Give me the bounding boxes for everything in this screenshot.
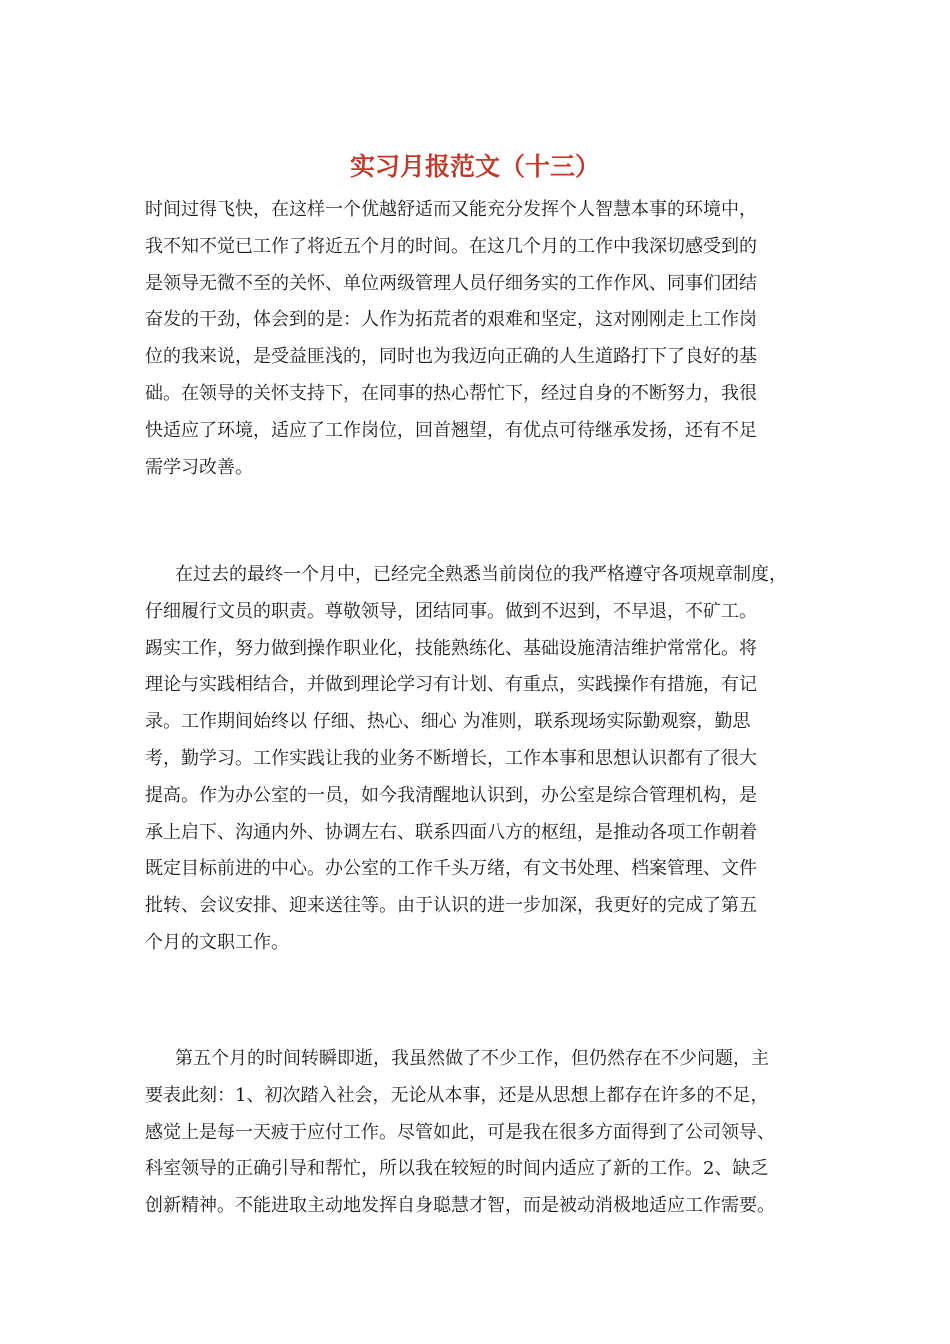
text-line: 是领导无微不至的关怀、单位两级管理人员仔细务实的工作作风、同事们团结 — [145, 272, 757, 294]
document-title: 实习月报范文（十三） — [349, 152, 600, 181]
text-line: 仔细履行文员的职责。尊敬领导，团结同事。做到不迟到，不早退，不矿工。 — [145, 600, 757, 622]
text-line: 感觉上是每一天疲于应付工作。尽管如此，可是我在很多方面得到了公司领导、 — [145, 1121, 775, 1143]
text-line: 时间过得飞快，在这样一个优越舒适而又能充分发挥个人智慧本事的环境中， — [145, 199, 757, 220]
text-line: 我不知不觉已工作了将近五个月的时间。在这几个月的工作中我深切感受到的 — [145, 235, 757, 257]
text-line: 承上启下、沟通内外、协调左右、联系四面八方的枢纽，是推动各项工作朝着 — [145, 821, 757, 843]
text-line: 既定目标前进的中心。办公室的工作千头万绪，有文书处理、档案管理、文件 — [145, 858, 757, 880]
text-line: 创新精神。不能进取主动地发挥自身聪慧才智，而是被动消极地适应工作需要。 — [145, 1195, 775, 1217]
text-line: 需学习改善。 — [145, 456, 253, 478]
paragraph-3 — [145, 1041, 825, 1225]
text-line: 位的我来说，是受益匪浅的，同时也为我迈向正确的人生道路打下了良好的基 — [145, 346, 757, 368]
text-line-first: 第五个月的时间转瞬即逝，我虽然做了不少工作，但仍然存在不少问题，主 — [175, 1048, 769, 1069]
paragraph-2 — [145, 557, 825, 962]
text-line: 科室领导的正确引导和帮忙，所以我在较短的时间内适应了新的工作。2、缺乏 — [145, 1158, 769, 1180]
paragraph-1 — [145, 192, 825, 486]
text-line: 批转、会议安排、迎来送往等。由于认识的进一步加深，我更好的完成了第五 — [145, 895, 757, 917]
text-line: 础。在领导的关怀支持下，在同事的热心帮忙下，经过自身的不断努力，我很 — [145, 382, 757, 404]
text-line-first: 在过去的最终一个月中，已经完全熟悉当前岗位的我严格遵守各项规章制度， — [175, 564, 787, 585]
text-line: 踢实工作，努力做到操作职业化，技能熟练化、基础设施清洁维护常常化。将 — [145, 637, 757, 659]
text-line: 要表此刻：1、初次踏入社会，无论从本事，还是从思想上都存在许多的不足， — [145, 1084, 769, 1106]
text-line: 录。工作期间始终以 仔细、热心、细心 为准则，联系现场实际勤观察，勤思 — [145, 711, 751, 733]
text-line: 提高。作为办公室的一员，如今我清醒地认识到，办公室是综合管理机构，是 — [145, 784, 757, 806]
text-line: 奋发的干劲，体会到的是：人作为拓荒者的艰难和坚定，这对刚刚走上工作岗 — [145, 309, 757, 331]
text-line: 理论与实践相结合，并做到理论学习有计划、有重点，实践操作有措施，有记 — [145, 674, 757, 696]
text-line: 个月的文职工作。 — [145, 931, 289, 953]
text-line: 考，勤学习。工作实践让我的业务不断增长，工作本事和思想认识都有了很大 — [145, 747, 757, 769]
text-line: 快适应了环境，适应了工作岗位，回首翘望，有优点可待继承发扬，还有不足 — [145, 419, 757, 441]
